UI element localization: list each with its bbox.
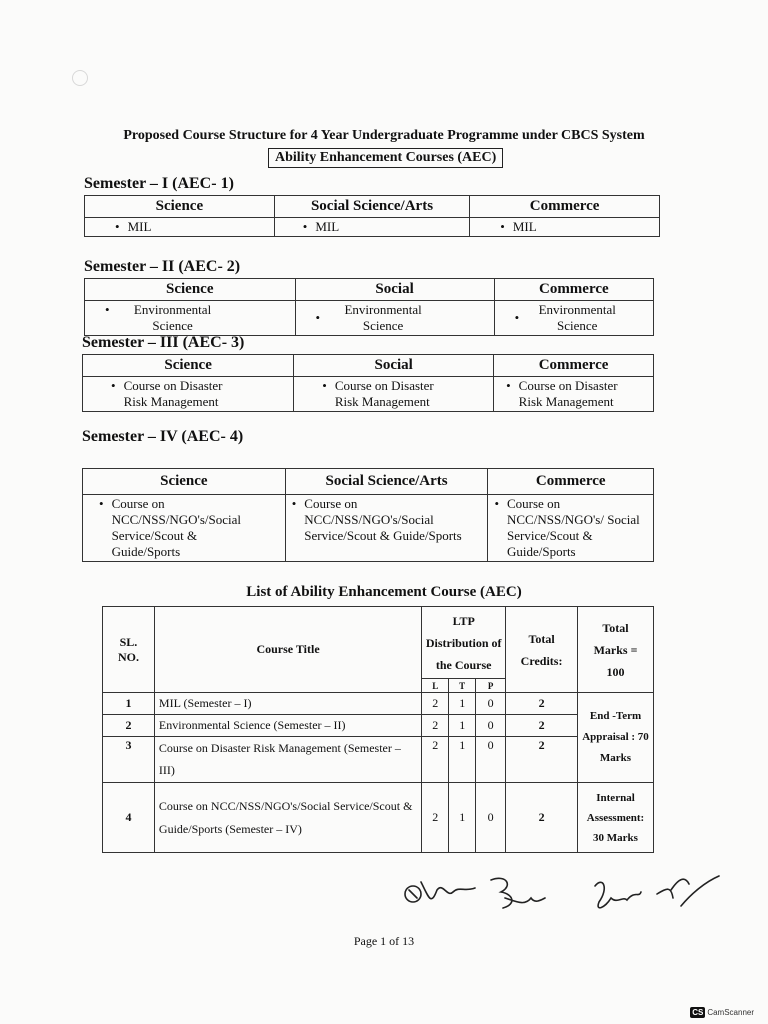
col-commerce: Commerce	[494, 279, 653, 301]
semester-1-table	[84, 195, 660, 237]
header-t: T	[449, 679, 476, 693]
scanner-watermark	[690, 1007, 754, 1018]
col-science: Science	[83, 469, 286, 495]
col-science: Science	[85, 196, 275, 218]
table-row: 4 Course on NCC/NSS/NGO's/Social Service/Scout & Guide/Sports (Semester – IV) 2 1 0 2 Internal Assessment: 30 Marks	[103, 783, 654, 853]
col-commerce: Commerce	[494, 355, 654, 377]
table-cell: • Course on NCC/NSS/NGO's/Social Service/Scout & Guide/Sports	[285, 495, 488, 562]
table-cell: • Environmental Science	[85, 301, 296, 336]
semester-4-heading: Semester – IV (AEC- 4)	[82, 428, 244, 445]
table-cell: • Course on NCC/NSS/NGO's/Social Service/Scout & Guide/Sports	[83, 495, 286, 562]
camscanner-logo-icon: CS	[692, 1008, 704, 1017]
col-social: Social	[294, 355, 494, 377]
table-cell: • MIL	[274, 218, 470, 237]
header-ltp: LTP Distribution of the Course	[422, 607, 506, 679]
col-social: Social Science/Arts	[285, 469, 488, 495]
col-social: Social Science/Arts	[274, 196, 470, 218]
header-sl-no: SL. NO.	[103, 607, 155, 693]
marks-note-internal: Internal Assessment: 30 Marks	[578, 783, 654, 853]
table-row: 1 MIL (Semester – I) 2 1 0 2 End -Term Appraisal : 70 Marks	[103, 693, 654, 715]
table-cell: • Course on Disaster Risk Management	[83, 377, 294, 412]
col-social: Social	[295, 279, 494, 301]
table-cell: • MIL	[470, 218, 660, 237]
semester-2-heading: Semester – II (AEC- 2)	[84, 258, 241, 275]
table-cell: • Course on Disaster Risk Management	[494, 377, 654, 412]
semester-2-table	[84, 278, 654, 336]
table-row: 3 Course on Disaster Risk Management (Semester – III) 2 1 0 2	[103, 737, 654, 783]
table-cell: • Environmental Science	[494, 301, 653, 336]
table-cell: • MIL	[85, 218, 275, 237]
header-course-title: Course Title	[154, 607, 421, 693]
marks-note-end-term: End -Term Appraisal : 70 Marks	[578, 693, 654, 783]
semester-3-table	[82, 354, 654, 412]
col-commerce: Commerce	[470, 196, 660, 218]
semester-1-heading: Semester – I (AEC- 1)	[84, 175, 234, 192]
scanner-label: CamScanner	[707, 1008, 754, 1017]
table-row: 2 Environmental Science (Semester – II) 2 1 0 2	[103, 715, 654, 737]
header-p: P	[476, 679, 506, 693]
header-l: L	[422, 679, 449, 693]
punch-hole-mark	[72, 70, 88, 86]
table-cell: • Environmental Science	[295, 301, 494, 336]
semester-4-table	[82, 468, 654, 562]
col-commerce: Commerce	[488, 469, 654, 495]
col-science: Science	[83, 355, 294, 377]
aec-list-table	[102, 606, 654, 853]
document-title: Proposed Course Structure for 4 Year Undergraduate Programme under CBCS System	[123, 128, 645, 143]
page-number: Page 1 of 13	[353, 934, 415, 948]
aec-list-heading: List of Ability Enhancement Course (AEC)	[246, 584, 522, 600]
table-cell: • Course on Disaster Risk Management	[294, 377, 494, 412]
col-science: Science	[85, 279, 296, 301]
header-total-credits: Total Credits:	[506, 607, 578, 693]
document-subtitle: Ability Enhancement Courses (AEC)	[268, 148, 503, 168]
handwritten-signatures	[395, 868, 725, 928]
semester-3-heading: Semester – III (AEC- 3)	[82, 334, 245, 351]
table-cell: • Course on NCC/NSS/NGO's/ Social Service/Scout & Guide/Sports	[488, 495, 654, 562]
header-total-marks: Total Marks = 100	[578, 607, 654, 693]
